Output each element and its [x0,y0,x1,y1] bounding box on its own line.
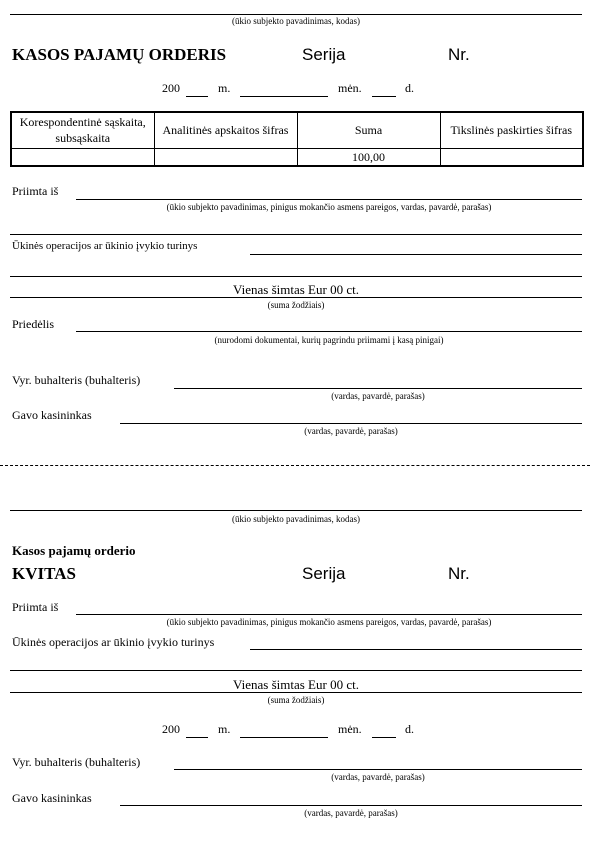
cut-line [0,465,590,466]
cell-correspondent-account[interactable] [11,148,154,166]
receipt-entity-caption: (ūkio subjekto pavadinimas, kodas) [232,514,360,524]
operation-label: Ūkinės operacijos ar ūkinio įvykio turinys [12,240,198,252]
receipt-operation-field[interactable] [250,649,582,650]
cell-purpose-code[interactable] [440,148,583,166]
receipt-series-label: Serija [302,564,346,583]
order-title: KASOS PAJAMŲ ORDERIS [12,45,227,64]
entity-caption: (ūkio subjekto pavadinimas, kodas) [232,16,360,26]
receipt-received-from-field[interactable] [76,614,582,615]
operation-field[interactable] [250,254,582,255]
attachments-field[interactable] [76,331,582,332]
header-sum: Suma [297,112,440,148]
receipt-number-label: Nr. [448,564,470,583]
amount-in-words[interactable]: Vienas šimtas Eur 00 ct. [233,282,359,297]
receipt-cashier-label: Gavo kasininkas [12,791,92,805]
table-header-row [11,112,583,148]
receipt-amount-in-words[interactable]: Vienas šimtas Eur 00 ct. [233,677,359,692]
cell-sum[interactable]: 100,00 [297,148,440,166]
receipt-cashier-caption: (vardas, pavardė, parašas) [304,808,398,818]
cell-analytic-code[interactable] [154,148,297,166]
received-from-field[interactable] [76,199,582,200]
day-unit: d. [405,81,414,95]
receipt-received-from-label: Priimta iš [12,600,59,614]
day-field[interactable] [372,96,396,97]
month-field[interactable] [240,96,328,97]
header-purpose-code: Tikslinės paskirties šifras [440,112,583,148]
entity-name-line[interactable] [10,14,582,15]
receipt-payer-caption: (ūkio subjekto pavadinimas, pinigus mokančio asmens pareigos, vardas, pavardė, parašas) [166,617,492,627]
receipt-day-unit: d. [405,722,414,736]
amount-in-words-caption: (suma žodžiais) [267,300,325,310]
receipt-entity-name-line[interactable] [10,510,582,511]
year-field[interactable] [186,96,208,97]
table-row [11,148,583,166]
amount-in-words-line [10,297,582,298]
year-unit: m. [218,81,231,95]
receipt-operation-extra-line[interactable] [10,670,582,671]
received-from-label: Priimta iš [12,184,59,198]
header-analytic-code: Analitinės apskaitos šifras [154,112,297,148]
attachments-caption: (nurodomi dokumentai, kurių pagrindu priimami į kasą pinigai) [214,335,444,345]
operation-extra-line[interactable] [10,276,582,277]
receipt-accountant-caption: (vardas, pavardė, parašas) [331,772,425,782]
receipt-day-field[interactable] [372,737,396,738]
receipt-year-field[interactable] [186,737,208,738]
payer-caption: (ūkio subjekto pavadinimas, pinigus mokančio asmens pareigos, vardas, pavardė, parašas) [166,202,492,212]
received-from-extra-line[interactable] [10,234,582,235]
receipt-title-line2: KVITAS [12,564,76,583]
receipt-month-field[interactable] [240,737,328,738]
series-label: Serija [302,45,346,64]
accountant-caption: (vardas, pavardė, parašas) [331,391,425,401]
receipt-month-unit: mėn. [338,722,362,736]
receipt-accountant-label: Vyr. buhalteris (buhalteris) [12,755,141,769]
receipt-amount-in-words-caption: (suma žodžiais) [267,695,325,705]
accounting-table [10,111,584,167]
cashier-caption: (vardas, pavardė, parašas) [304,426,398,436]
receipt-year-prefix: 200 [162,722,180,736]
receipt-amount-in-words-line [10,692,582,693]
year-prefix: 200 [162,81,180,95]
number-label: Nr. [448,45,470,64]
attachments-label: Priedėlis [12,317,54,331]
receipt-operation-label: Ūkinės operacijos ar ūkinio įvykio turinys [12,635,215,649]
month-unit: mėn. [338,81,362,95]
receipt-accountant-field[interactable] [174,769,582,770]
receipt-year-unit: m. [218,722,231,736]
cashier-label: Gavo kasininkas [12,408,92,422]
accountant-label: Vyr. buhalteris (buhalteris) [12,373,141,387]
receipt-cashier-field[interactable] [120,805,582,806]
accountant-field[interactable] [174,388,582,389]
receipt-title-line1: Kasos pajamų orderio [12,543,136,558]
cashier-field[interactable] [120,423,582,424]
header-correspondent-account: Korespondentinė sąskaita, subsąskaita [11,112,154,148]
